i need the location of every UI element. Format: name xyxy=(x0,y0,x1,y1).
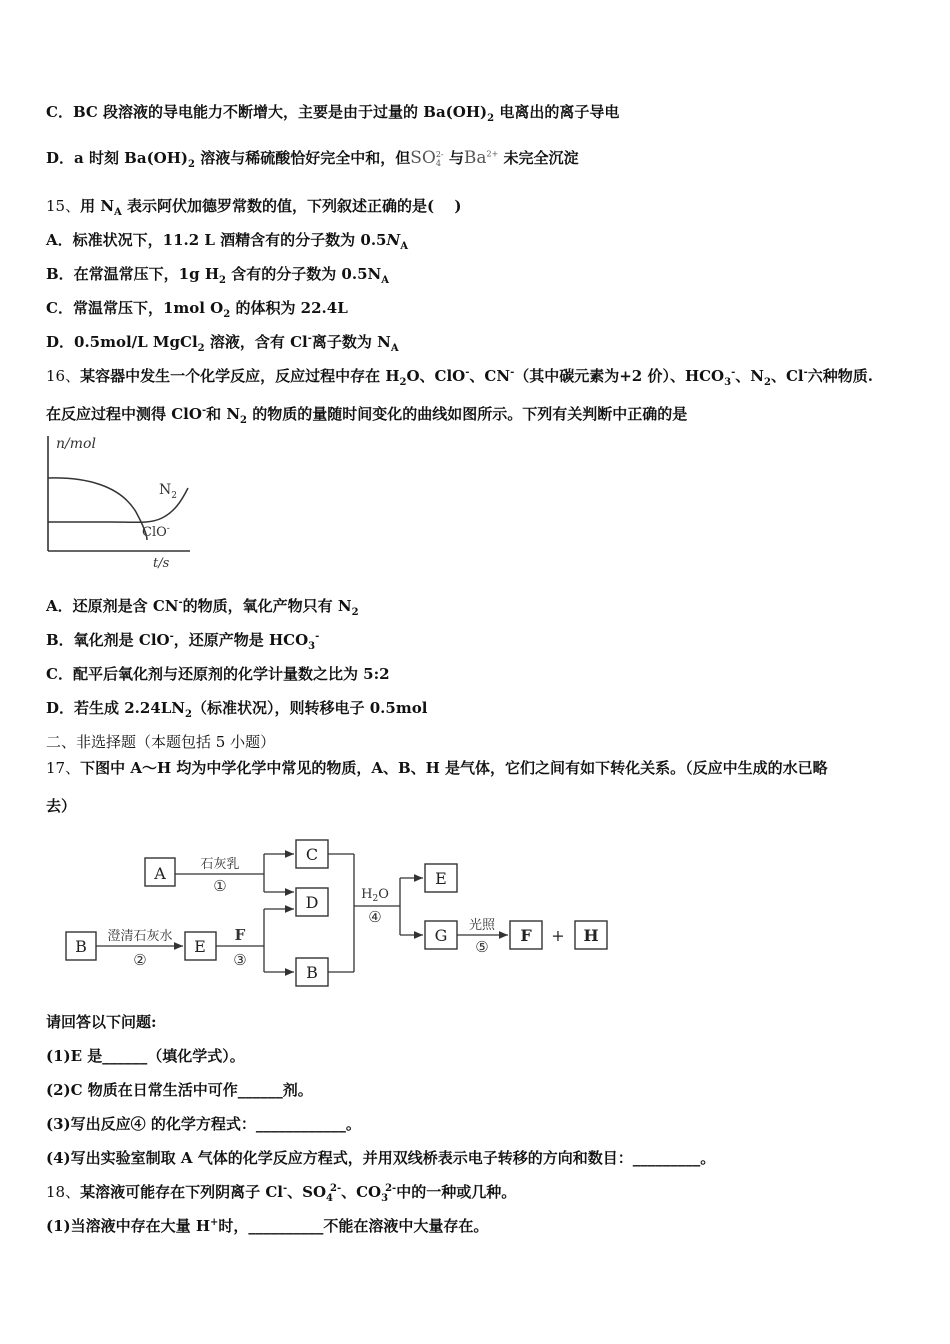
label-a: A xyxy=(154,864,166,883)
reagent-1: 石灰乳 xyxy=(200,857,240,872)
label-b: B xyxy=(75,937,87,956)
step-1: ① xyxy=(213,877,227,895)
step-4: ④ xyxy=(368,908,382,926)
q16-graph-ylabel: n/mol xyxy=(56,436,96,452)
q17-part4: (4)写出实验室制取 A 气体的化学反应方程式，并用双线桥表示电子转移的方向和数目：_________。 xyxy=(46,1149,716,1167)
q17-prompt: 请回答以下问题: xyxy=(46,1013,157,1031)
step-3: ③ xyxy=(233,951,247,969)
label-d: D xyxy=(305,893,319,912)
label-e: E xyxy=(194,937,206,956)
step-2: ② xyxy=(133,951,147,969)
q16-option-d: D．若生成 $2.24LN_2$（标准状况），则转移电子 0.5mol xyxy=(46,699,428,720)
q17-diagram xyxy=(60,834,620,994)
q16-option-b: B．氧化剂是 ClO-，还原产物是 $HCO_3^-$ xyxy=(46,631,320,652)
q17-part1: (1)E 是______（填化学式）。 xyxy=(46,1047,245,1065)
reagent-3: F xyxy=(234,926,246,944)
label-f: F xyxy=(520,926,532,945)
q16-option-a: A．还原剂是含 CN-的物质，氧化产物只有 $N_2$ xyxy=(46,597,359,618)
q17-stem-line2: 去） xyxy=(46,797,77,815)
q15-option-d: D．0.5mol/L MgCl$_2$ 溶液，含有 Cl-离子数为 $N_A$ xyxy=(46,333,399,354)
q15-option-b: B．在常温常压下，1g $H_2$ 含有的分子数为 $0.5N_A$ xyxy=(46,265,389,286)
label-g: G xyxy=(434,926,448,945)
q16-graph-clo-label: ClO- xyxy=(142,524,170,540)
plus-sign: + xyxy=(551,926,565,945)
section2-heading: 二、非选择题（本题包括 5 小题） xyxy=(46,733,276,751)
reagent-5: 光照 xyxy=(468,918,496,933)
q16-option-c: C．配平后氧化剂与还原剂的化学计量数之比为 5:2 xyxy=(46,665,390,683)
q15-option-a: A．标准状况下，11.2 L 酒精含有的分子数为 $0.5N_A$ xyxy=(46,231,408,252)
label-e2: E xyxy=(435,869,447,888)
step-5: ⑤ xyxy=(475,938,489,956)
reagent-2: 澄清石灰水 xyxy=(107,929,173,944)
q15-stem: 15、用 $N_A$ 表示阿伏加德罗常数的值，下列叙述正确的是( ) xyxy=(46,197,462,218)
q18-part1: (1)当溶液中存在大量 H+时，__________不能在溶液中大量存在。 xyxy=(46,1217,489,1235)
q18-stem: 18、某溶液可能存在下列阴离子 Cl-、$SO_4^{2-}$、$CO_3^{2-}$中的一种或几种。 xyxy=(46,1183,517,1204)
q16-stem-line1: 16、某容器中发生一个化学反应，反应过程中存在 $H_2O$、ClO-、CN-（其中碳元素为+2 价）、$HCO_3^-$、$N_2$、Cl-六种物质. xyxy=(46,367,873,388)
label-b2: B xyxy=(306,963,318,982)
label-c: C xyxy=(305,845,319,864)
q17-part2: (2)C 物质在日常生活中可作______剂。 xyxy=(46,1081,313,1099)
q16-stem-line2: 在反应过程中测得 ClO-和 $N_2$ 的物质的量随时间变化的曲线如图所示。下列有关判断中正确的是 xyxy=(46,405,688,426)
q15-option-c: C．常温常压下，1mol $O_2$ 的体积为 22.4L xyxy=(46,299,348,320)
q14-option-d: D．a 时刻 $Ba(OH)_2$ 溶液与稀硫酸恰好完全中和，但SO 2- 4 与$Ba^{2+}$ 未完全沉淀 xyxy=(46,148,579,170)
q17-part3: (3)写出反应④ 的化学方程式：____________。 xyxy=(46,1115,361,1133)
q16-graph xyxy=(40,430,210,575)
q16-graph-xlabel: t/s xyxy=(153,556,170,571)
label-h: H xyxy=(583,926,599,945)
q16-graph-clo-curve xyxy=(48,478,147,540)
q16-graph-n2-label: $N_2$ xyxy=(159,482,177,501)
q17-stem-line1: 17、下图中 A～H 均为中学化学中常见的物质，A、B、H 是气体，它们之间有如下转化关系。（反应中生成的水已略 xyxy=(46,759,828,777)
q14-option-c: C．BC 段溶液的导电能力不断增大，主要是由于过量的 $Ba(OH)_2$ 电离出的离子导电 xyxy=(46,103,620,124)
reagent-4: $H_2O$ xyxy=(361,887,389,904)
